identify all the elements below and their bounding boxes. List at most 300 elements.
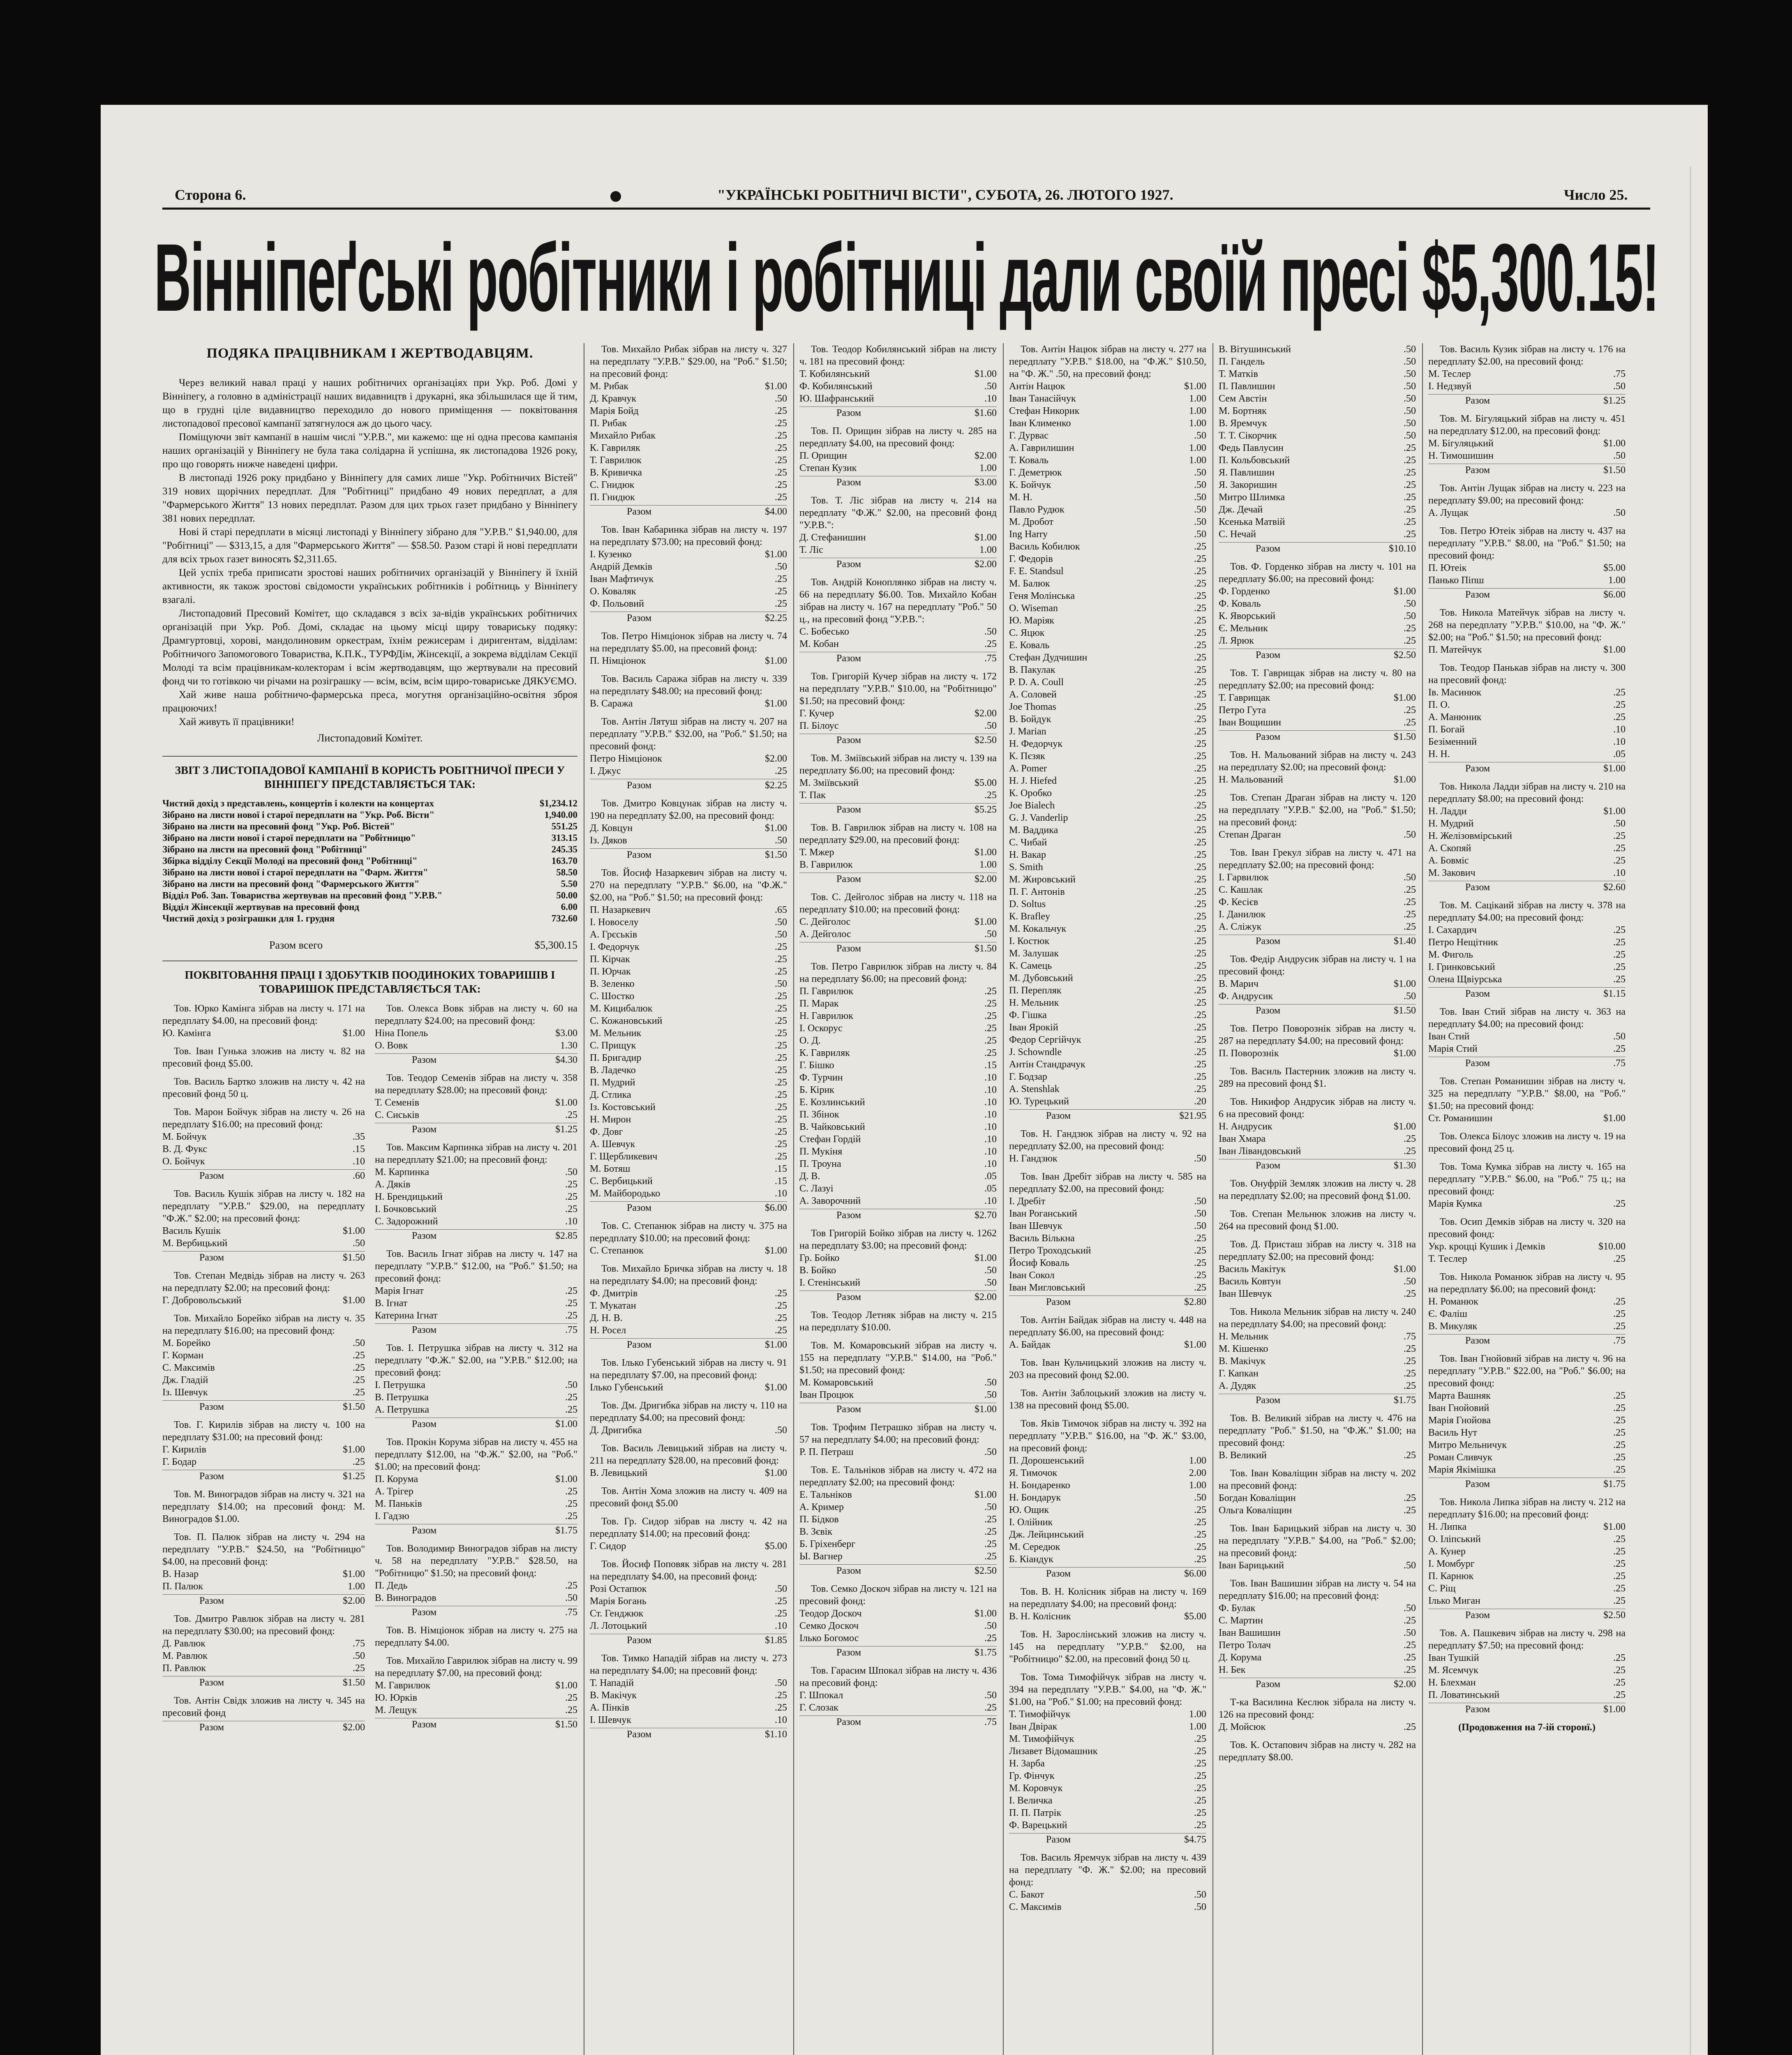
donor-name: Марія Стий xyxy=(1428,1044,1478,1054)
receipt-total-amount: .75 xyxy=(1613,1335,1626,1346)
donor-name: Іван Процюк xyxy=(799,1390,854,1400)
donor-amount: .10 xyxy=(775,1621,787,1631)
donor-name: Д. Мойсюк xyxy=(1219,1722,1266,1732)
donor-amount: .50 xyxy=(984,1277,997,1288)
donor-row xyxy=(799,1108,997,1121)
donor-row xyxy=(375,1692,577,1704)
donor-amount: .10 xyxy=(1613,868,1626,878)
receipt-total xyxy=(1428,1478,1626,1490)
donor-name: Ст. Генджюк xyxy=(590,1608,644,1619)
donor-row xyxy=(1219,405,1416,417)
receipt-entry xyxy=(1009,1387,1206,1412)
donor-name: М. Карпинка xyxy=(375,1167,430,1178)
donor-name: Т. Матків xyxy=(1219,369,1258,379)
donor-row xyxy=(375,1027,577,1039)
report-row-label: Зібрано на листи нової і старої передплати на "Робітницю" xyxy=(162,833,416,843)
receipt-total-label: Разом xyxy=(627,613,652,623)
donor-name: П. Німціонок xyxy=(590,656,646,666)
receipt-intro: Т-ка Василина Кеслюк зібрала на листу ч. 126 на пресовий фонд: xyxy=(1219,1697,1416,1720)
receipt-intro: Тов. Василь Кушік зібрав на листу ч. 182 на передплату "У.Р.В." $29.00, на передплату "Ф.Ж." $2.00; на пресовий фонд: xyxy=(162,1189,365,1224)
receipt-total-amount: $2.25 xyxy=(765,780,787,791)
donor-name: Катерина Ігнат xyxy=(375,1310,438,1321)
donor-amount: .25 xyxy=(1194,702,1206,712)
report-row xyxy=(162,844,577,855)
donor-name: Ф. Булак xyxy=(1219,1603,1256,1614)
report-row-value: 1,940.00 xyxy=(544,810,577,820)
donor-name: Н. Брендицький xyxy=(375,1191,443,1202)
donor-name: Н. Тимошишин xyxy=(1428,450,1494,461)
receipt-entry xyxy=(1009,1852,1206,1913)
donor-row xyxy=(799,916,997,928)
donor-amount: $2.00 xyxy=(975,708,997,719)
receipt-total-label: Разом xyxy=(1465,1610,1490,1621)
receipt-intro: Тов. Антін Лущак зібрав на листу ч. 223 на передплату $9.00; на пресовий фонд: xyxy=(1428,483,1626,506)
receipt-entry xyxy=(1428,525,1626,601)
receipt-total-amount: .60 xyxy=(353,1171,365,1181)
donor-row xyxy=(1009,849,1206,861)
donor-amount: $1.00 xyxy=(765,1245,787,1256)
donor-row xyxy=(1219,1145,1416,1157)
receipt-total xyxy=(590,612,787,624)
donor-name: І. Кузенко xyxy=(590,549,632,560)
receipt-total-label: Разом xyxy=(199,1677,224,1688)
receipt-total xyxy=(799,803,997,816)
receipt-total-label: Разом xyxy=(627,1339,652,1350)
donor-row xyxy=(1219,908,1416,921)
donor-row xyxy=(162,1294,365,1307)
report-row xyxy=(162,855,577,867)
receipt-total-label: Разом xyxy=(1465,1704,1490,1715)
receipt-entry xyxy=(1219,1096,1416,1172)
donor-amount: $1.00 xyxy=(343,1444,365,1455)
donor-amount: $1.00 xyxy=(1394,774,1416,785)
donor-amount: .25 xyxy=(775,430,787,441)
donor-amount: .25 xyxy=(1404,1288,1416,1299)
donor-name: A. Pomer xyxy=(1009,763,1047,774)
donor-name: М. Паньків xyxy=(375,1499,422,1509)
receipt-total-amount: $1.40 xyxy=(1394,936,1416,947)
receipt-total-amount: $1.50 xyxy=(1394,732,1416,742)
donor-name: Іван Шевчук xyxy=(1009,1221,1062,1231)
donor-name: М. Борейко xyxy=(162,1338,211,1348)
donor-row xyxy=(162,1027,365,1039)
donor-name: А. Кример xyxy=(799,1502,844,1512)
donor-amount: .50 xyxy=(1404,430,1416,441)
receipt-total-amount: $2.80 xyxy=(1184,1297,1206,1307)
receipts-column-1a xyxy=(162,1002,365,1739)
receipt-entry xyxy=(1219,1306,1416,1406)
donor-row xyxy=(1219,1355,1416,1367)
donor-name: Е. Козлинський xyxy=(799,1097,865,1108)
donor-amount: .25 xyxy=(775,406,787,416)
donor-name: Михайло Рибак xyxy=(590,430,656,441)
donor-name: О. Д. xyxy=(799,1035,821,1046)
donor-name: П. Г. Антонів xyxy=(1009,887,1065,897)
donor-name: В. Бойдук xyxy=(1009,714,1051,725)
donor-name: С. Сиськів xyxy=(375,1110,420,1120)
donor-name: Ілько Губенський xyxy=(590,1382,663,1393)
donor-name: Іван Гнойовий xyxy=(1428,1403,1489,1413)
donor-row xyxy=(1219,635,1416,647)
donor-row xyxy=(1009,602,1206,614)
donor-name: С. Ріщ xyxy=(1428,1583,1456,1594)
donor-name: П. Кольбовський xyxy=(1219,455,1290,466)
donor-name: С. Вербицький xyxy=(590,1176,653,1187)
receipt-total-label: Разом xyxy=(1256,1005,1281,1016)
receipt-entry xyxy=(799,822,997,885)
report-row-value: 6.00 xyxy=(561,902,577,912)
donor-row xyxy=(1009,725,1206,738)
issue-number: Число 25. xyxy=(1564,187,1628,203)
receipt-total-label: Разом xyxy=(1046,1834,1071,1845)
thanks-paragraph: Через великий навал праці у наших робітничих організаціях при Укр. Роб. Домі у Вінніпегу, а головно в адміністрації наших видавництв і друкарні, яка збільшилася ще й тим, що в грудні ціле видавництво переходило до нового приміщення — поквітовання листопадової пресової кампанії затягнулося аж до цього часу. xyxy=(162,377,577,429)
donor-amount: 1.00 xyxy=(979,463,997,473)
donor-name: П. Ловатинський xyxy=(1428,1690,1500,1700)
donor-amount: .50 xyxy=(1194,517,1206,527)
donor-name: Іван Вашишин xyxy=(1219,1628,1281,1638)
donor-name: С. Гнидюк xyxy=(590,480,635,490)
receipt-total-label: Разом xyxy=(199,1402,224,1412)
donor-row xyxy=(1428,1558,1626,1570)
donor-name: Семко Доскоч xyxy=(799,1621,859,1631)
receipt-total-amount: $2.00 xyxy=(975,559,997,570)
receipt-total-label: Разом xyxy=(836,943,861,954)
donor-row xyxy=(1428,936,1626,949)
thanks-paragraph: Хай живе наша робітничо-фармерська преса, могутня організаційно-освітня зброя працюючих! xyxy=(162,689,577,714)
receipt-entry xyxy=(1428,1496,1626,1621)
donor-row xyxy=(1009,1782,1206,1794)
donor-amount: .25 xyxy=(775,1139,787,1150)
receipt-total-label: Разом xyxy=(1465,1479,1490,1489)
donor-name: А. Сліжук xyxy=(1219,921,1262,932)
donor-row xyxy=(1009,454,1206,466)
donor-name: В. Микуляк xyxy=(1428,1321,1478,1332)
receipt-total-amount: $1.75 xyxy=(1603,1479,1626,1489)
donor-row xyxy=(1219,1288,1416,1300)
donor-name: С. Бобесько xyxy=(799,626,849,637)
donor-amount: 1.00 xyxy=(1189,1721,1206,1732)
receipt-intro: Тов. Іван Кабаринка зібрав на листу ч. 197 на передплату $73.00; на пресовий фонд: xyxy=(590,524,787,547)
donor-name: Іван Лівандовський xyxy=(1219,1146,1301,1157)
donor-name: Ф. Андрусик xyxy=(1219,991,1273,1002)
receipt-intro: Тов. К. Остапович зібрав на листу ч. 282 на передплату $8.00. xyxy=(1219,1740,1416,1763)
receipt-entry xyxy=(1428,343,1626,407)
receipt-intro: Тов. М. Бігуляцький зібрав на листу ч. 451 на передплату $12.00, на пресовий фонд: xyxy=(1428,413,1626,436)
receipt-entry xyxy=(375,1072,577,1136)
donor-row xyxy=(590,417,787,429)
donor-row xyxy=(1009,442,1206,454)
receipt-entry xyxy=(1428,607,1626,656)
page-number: Сторона 6. xyxy=(175,187,246,203)
donor-name: Д. Ковцун xyxy=(590,823,633,834)
donor-row xyxy=(799,462,997,474)
donor-amount: .50 xyxy=(1404,381,1416,392)
receipt-entry xyxy=(162,1106,365,1182)
donor-name: В. Виноградов xyxy=(375,1593,436,1603)
donor-amount: .25 xyxy=(775,1040,787,1051)
receipt-entry xyxy=(590,1263,787,1351)
donor-amount: .25 xyxy=(1194,1795,1206,1806)
donor-row xyxy=(590,1138,787,1150)
receipt-intro: Тов. Іван Стий зібрав на листу ч. 363 на передплату $4.00; на пресовий фонд: xyxy=(1428,1007,1626,1030)
donor-amount: 1.00 xyxy=(1189,418,1206,429)
donor-name: Марія Гнойова xyxy=(1428,1415,1491,1426)
donor-row xyxy=(590,1540,787,1552)
donor-row xyxy=(1009,676,1206,688)
donor-amount: .75 xyxy=(1613,369,1626,379)
donor-name: Ю. Ощик xyxy=(1009,1505,1049,1515)
receipt-total-amount: $4.75 xyxy=(1184,1834,1206,1845)
donor-amount: .25 xyxy=(1613,937,1626,948)
donor-amount: .10 xyxy=(1613,724,1626,735)
receipt-intro: Тов. Яків Тимочок зібрав на листу ч. 392 на передплату "У.Р.В." $16.00, на "Ф. Ж." $3.00, на пресовий фонд: xyxy=(1009,1418,1206,1454)
donor-amount: .50 xyxy=(565,1167,577,1178)
receipt-entry xyxy=(1219,1178,1416,1202)
donor-name: С. Мартин xyxy=(1219,1615,1263,1626)
donor-row xyxy=(1428,805,1626,817)
receipt-entry xyxy=(590,867,787,1214)
receipt-total-amount: $1.00 xyxy=(1603,763,1626,774)
donor-amount: $1.00 xyxy=(1184,1339,1206,1350)
donor-amount: 1.00 xyxy=(1189,443,1206,453)
donor-row xyxy=(1009,923,1206,935)
donor-name: В. Вітушинський xyxy=(1219,344,1291,355)
donor-name: М. Фиголь xyxy=(1428,949,1473,960)
donor-name: А. Грєськів xyxy=(590,929,637,940)
donor-row xyxy=(590,561,787,573)
receipt-intro: Тов. Андрій Коноплянко зібрав на листу ч. 66 на передплату $6.00. Тов. Михайло Кобан зібрав на листу ч. 167 на передплату "Роб." 50 ц., на пресовий фонд "У.Р.В.": xyxy=(799,577,997,625)
donor-amount: 1.30 xyxy=(560,1040,577,1051)
donor-name: М. Ваддика xyxy=(1009,825,1058,836)
donor-amount: $1.00 xyxy=(1603,806,1626,817)
donor-name: Марія Кумка xyxy=(1428,1198,1482,1209)
receipt-total-label: Разом xyxy=(627,506,652,517)
donor-row xyxy=(799,1550,997,1563)
receipt-total-label: Разом xyxy=(836,874,861,884)
donor-amount: .25 xyxy=(1613,1583,1626,1594)
receipt-total-label: Разом xyxy=(1046,1111,1071,1121)
donor-row xyxy=(1428,961,1626,973)
donor-amount: .50 xyxy=(353,1338,365,1348)
donor-name: Із. Костовський xyxy=(590,1102,656,1113)
donor-name: Іван Стий xyxy=(1428,1031,1470,1042)
donor-row xyxy=(375,1039,577,1052)
donor-row xyxy=(1428,1439,1626,1451)
receipt-total-label: Разом xyxy=(1465,1335,1490,1346)
donor-amount: .25 xyxy=(1613,1254,1626,1264)
donor-name: С. Яцюк xyxy=(1009,628,1045,638)
receipt-intro: Тов. П. Палюк зібрав на листу ч. 294 на передплату "У.Р.В." $24.50, на "Робітницю" $4.00, на пресовий фонд: xyxy=(162,1532,365,1567)
donor-row xyxy=(1219,1367,1416,1380)
donor-name: Д. Н. В. xyxy=(590,1313,623,1323)
donor-row xyxy=(1428,949,1626,961)
donor-amount: .25 xyxy=(1613,1571,1626,1582)
receipt-total-amount: $1.75 xyxy=(555,1525,577,1536)
donor-name: Петро Німціонок xyxy=(590,753,662,764)
receipt-total-label: Разом xyxy=(412,1607,437,1618)
report-row xyxy=(162,832,577,844)
donor-row xyxy=(590,1187,787,1200)
report-row xyxy=(162,913,577,924)
donor-name: А. Заворочний xyxy=(799,1196,861,1206)
receipt-total-amount: $2.50 xyxy=(1394,650,1416,660)
receipt-total-label: Разом xyxy=(199,1171,224,1181)
donor-row xyxy=(1219,1330,1416,1343)
receipt-entry xyxy=(1219,1238,1416,1300)
receipts-subcolumns xyxy=(162,1002,577,1739)
donor-amount: .25 xyxy=(984,1551,997,1562)
receipt-intro: Тов. Василь Кузик зібрав на листу ч. 176 на передплату $2.00, на пресовий фонд: xyxy=(1428,344,1626,367)
receipt-entry xyxy=(1428,1075,1626,1124)
donor-name: Укр. кроцці Кушик і Демків xyxy=(1428,1241,1545,1252)
donor-row xyxy=(590,655,787,667)
receipt-total-label: Разом xyxy=(1465,395,1490,406)
donor-amount: .10 xyxy=(984,1085,997,1095)
receipt-intro: Тов. Іван Барицький зібрав на листу ч. 30 на передплату "У.Р.В." $4.00, на "Роб." $2.00; на пресовий фонд: xyxy=(1219,1523,1416,1559)
donor-name: Т. Теслер xyxy=(1428,1254,1467,1264)
donor-name: J. Marian xyxy=(1009,726,1046,737)
donor-amount: .25 xyxy=(775,942,787,952)
donor-name: В. Левицький xyxy=(590,1468,648,1478)
donor-name: Н. Андрусик xyxy=(1219,1121,1272,1132)
donor-name: Л. Лотоцький xyxy=(590,1621,647,1631)
donor-amount: .25 xyxy=(565,1499,577,1509)
receipt-entry xyxy=(1219,1696,1416,1733)
report-row-label: Чистий дохід з представлень, концертів і колекти на концертах xyxy=(162,798,434,808)
donor-row xyxy=(1428,1414,1626,1427)
donor-row xyxy=(1009,503,1206,516)
donor-name: Марія Богань xyxy=(590,1596,647,1607)
receipt-total-amount: $1.30 xyxy=(1394,1160,1416,1171)
receipt-intro: Тов. Никола Мельник зібрав на листу ч. 240 на передплату $4.00; на пресовий фонд: xyxy=(1219,1307,1416,1330)
donor-row xyxy=(1009,997,1206,1009)
donor-amount: $1.00 xyxy=(765,1382,787,1393)
donor-name: G. J. Vanderlip xyxy=(1009,813,1068,823)
donor-amount: .25 xyxy=(1194,1554,1206,1565)
donor-amount: .50 xyxy=(1613,450,1626,461)
donor-amount: .25 xyxy=(984,1035,997,1046)
receipt-entry xyxy=(1428,413,1626,476)
receipt-entry xyxy=(1219,1065,1416,1090)
donor-amount: .25 xyxy=(775,1608,787,1619)
donor-amount: $1.00 xyxy=(1184,381,1206,392)
donor-row xyxy=(590,1150,787,1163)
donor-row xyxy=(1009,972,1206,984)
donor-amount: $1.00 xyxy=(1394,693,1416,703)
thanks-paragraph: Цей успіх треба приписати зростові наших робітничих організацій у Вінніпегу й їхній активности, як також зростові свідомости українських робітників і робітниць у Вінніпегу взагалі. xyxy=(162,567,577,605)
donor-amount: .50 xyxy=(353,1238,365,1249)
donor-name: Василь Ковтун xyxy=(1219,1276,1281,1287)
receipt-intro: Тов. Теодор Кобилянський зібрав на листу ч. 181 на пресовий фонд: xyxy=(799,344,997,367)
donor-row xyxy=(1428,1664,1626,1676)
donor-row xyxy=(1219,978,1416,990)
report-row-label: Зібрано на листи на пресовий фонд "Робітниці" xyxy=(162,844,367,854)
donor-row xyxy=(799,859,997,871)
report-row xyxy=(162,821,577,832)
donor-amount: .25 xyxy=(1194,874,1206,885)
receipt-entry xyxy=(162,1488,365,1525)
donor-name: С. Максимів xyxy=(162,1362,215,1373)
receipt-total xyxy=(1428,394,1626,407)
donor-name: П. Марак xyxy=(799,998,839,1009)
donor-row xyxy=(799,368,997,380)
scan-fold-mark xyxy=(1690,166,1691,2055)
receipt-total-label: Разом xyxy=(836,1404,861,1415)
receipt-total xyxy=(375,1053,577,1066)
donor-amount: .25 xyxy=(1404,1652,1416,1663)
donor-name: К. Пєзяк xyxy=(1009,751,1045,762)
donor-amount: .50 xyxy=(1194,1208,1206,1219)
donor-name: К. Бойчук xyxy=(1009,480,1051,490)
donor-amount: $5.00 xyxy=(765,1541,787,1552)
receipt-total-amount: $4.30 xyxy=(555,1055,577,1065)
donor-row xyxy=(799,1489,997,1501)
donor-amount: $1.00 xyxy=(765,823,787,834)
donor-name: М. Жировський xyxy=(1009,874,1076,885)
donor-name: Р. D. A. Coull xyxy=(1009,677,1064,688)
donor-amount: .50 xyxy=(984,1265,997,1276)
donor-amount: .25 xyxy=(775,1065,787,1076)
donor-row xyxy=(375,1498,577,1510)
donor-amount: .25 xyxy=(1194,887,1206,897)
donor-name: Г. Добровольський xyxy=(162,1295,242,1306)
donor-name: Н. Федорчук xyxy=(1009,739,1062,749)
donor-row xyxy=(1428,1689,1626,1701)
donor-name: Н. Блехман xyxy=(1428,1677,1476,1688)
receipt-total-label: Разом xyxy=(412,1525,437,1536)
donor-amount: .25 xyxy=(1613,1464,1626,1475)
receipt-intro: Тов. Антін Хома зложив на листу ч. 409 на пресовий фонд $5.00 xyxy=(590,1486,787,1509)
receipt-total-amount: $1.60 xyxy=(975,408,997,418)
donor-amount: .15 xyxy=(775,1164,787,1174)
donor-row xyxy=(375,1679,577,1692)
donor-row xyxy=(162,1386,365,1399)
donor-name: М. Гаврилюк xyxy=(375,1680,431,1691)
donor-name: П. Гнидюк xyxy=(590,492,635,503)
donor-row xyxy=(1009,528,1206,540)
receipt-total xyxy=(799,873,997,885)
donor-name: Н. Мельник xyxy=(1009,997,1059,1008)
donor-name: Василь Кобилюк xyxy=(1009,541,1080,552)
receipt-intro: Тов. Йосиф Назаркевич зібрав на листу ч. 270 на передплату "У.Р.В." $6.00, на "Ф.Ж." $2.00, на "Роб." $1.50; на пресовий фонд: xyxy=(590,868,787,903)
report-row-label: Відділ Роб. Зап. Товариства жертвував на пресовий фонд "У.Р.В." xyxy=(162,890,443,901)
donor-row xyxy=(590,1052,787,1064)
donor-name: П. Дедь xyxy=(375,1580,408,1591)
receipt-total xyxy=(162,1251,365,1264)
receipt-total-amount: $1.50 xyxy=(765,850,787,860)
donor-amount: .10 xyxy=(984,1122,997,1132)
receipt-intro: Тов. Василь Саража зібрав на листу ч. 339 на передплату $48.00; на пресовий фонд: xyxy=(590,674,787,697)
donor-amount: .25 xyxy=(775,1127,787,1137)
donor-name: П. Мукіня xyxy=(799,1146,843,1157)
donor-amount: .50 xyxy=(775,393,787,404)
receipt-total-label: Разом xyxy=(1046,1297,1071,1307)
donor-row xyxy=(1428,562,1626,574)
donor-amount: .25 xyxy=(1613,974,1626,985)
donor-row xyxy=(1009,775,1206,787)
donor-amount: .25 xyxy=(1194,1542,1206,1552)
receipt-total-label: Разом xyxy=(836,1717,861,1727)
receipt-total xyxy=(1428,464,1626,476)
donor-row xyxy=(1009,1208,1206,1220)
donor-amount: .50 xyxy=(1404,369,1416,379)
donor-name: П. Карнюк xyxy=(1428,1571,1474,1582)
receipt-total-label: Разом xyxy=(1465,763,1490,774)
donor-row xyxy=(590,1583,787,1595)
donor-row xyxy=(590,1027,787,1039)
donor-row xyxy=(1428,1112,1626,1124)
donor-row xyxy=(1009,701,1206,713)
